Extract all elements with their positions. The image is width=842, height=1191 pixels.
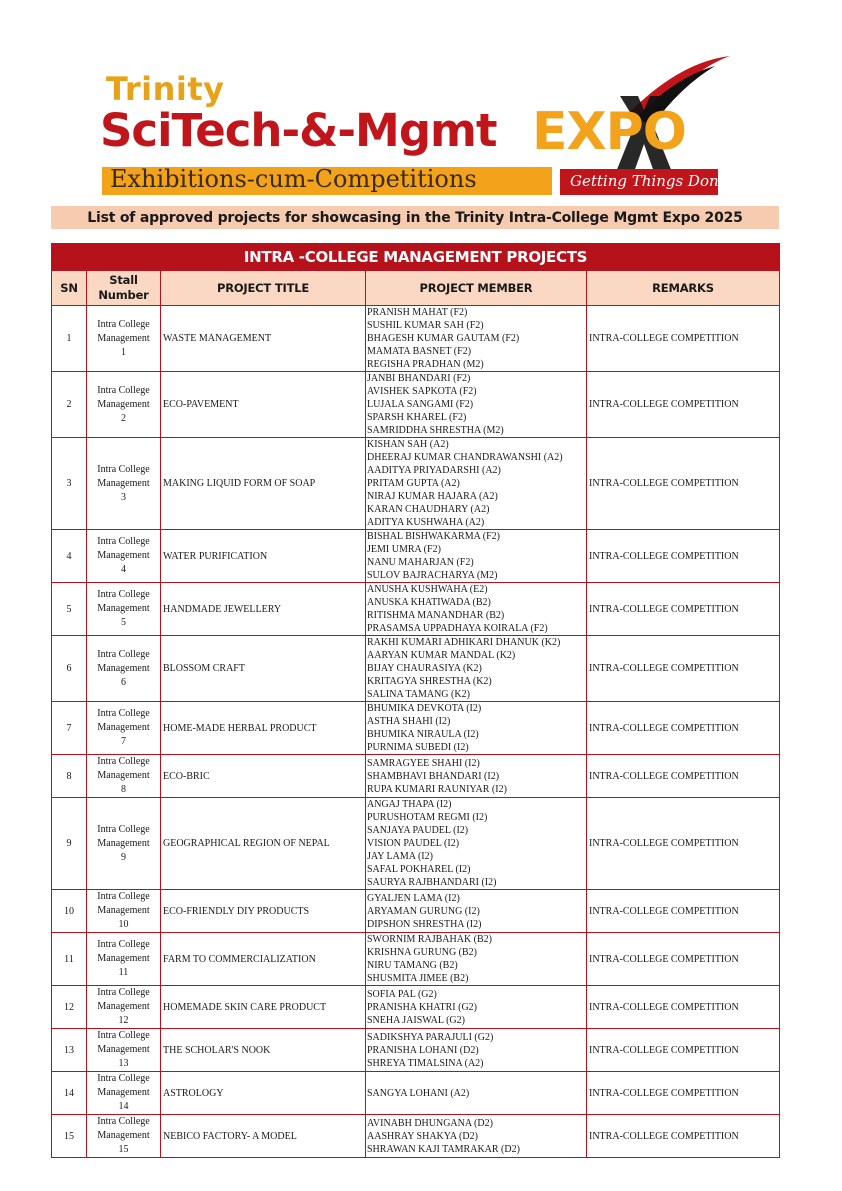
stall-line: Management	[97, 603, 150, 614]
logo-tagline: Getting Things Done	[570, 172, 728, 190]
member-name: ANGAJ THAPA (I2)	[367, 799, 452, 810]
stall-line: Management	[97, 770, 150, 781]
member-name: SHREYA TIMALSINA (A2)	[367, 1057, 484, 1069]
row-remarks: INTRA-COLLEGE COMPETITION	[587, 702, 780, 755]
row-members	[366, 890, 587, 933]
projects-table	[51, 243, 780, 1158]
member-name: DHEERAJ KUMAR CHANDRAWANSHI (A2)	[367, 452, 563, 463]
header-sn: SN	[52, 271, 87, 306]
member-name: PRASAMSA UPPADHAYA KOIRALA (F2)	[367, 623, 548, 634]
row-title: WASTE MANAGEMENT	[161, 306, 366, 372]
member-name: KRISHNA GURUNG (B2)	[367, 947, 478, 958]
row-title: MAKING LIQUID FORM OF SOAP	[161, 438, 366, 530]
member-name: LUJALA SANGAMI (F2)	[367, 399, 474, 410]
member-name: DIPSHON SHRESTHA (I2)	[367, 918, 482, 930]
table-row	[52, 798, 780, 890]
member-name: REGISHA PRADHAN (M2)	[367, 359, 484, 370]
row-stall	[87, 1072, 161, 1115]
row-remarks: INTRA-COLLEGE COMPETITION	[587, 755, 780, 798]
row-stall	[87, 583, 161, 636]
row-stall	[87, 702, 161, 755]
table-row	[52, 1115, 780, 1158]
row-remarks: INTRA-COLLEGE COMPETITION	[587, 530, 780, 583]
table-caption: INTRA -COLLEGE MANAGEMENT PROJECTS	[52, 244, 780, 271]
stall-line: Management	[97, 953, 150, 964]
stall-line: Intra College	[97, 318, 150, 330]
row-stall	[87, 933, 161, 986]
member-name: SHRAWAN KAJI TAMRAKAR (D2)	[367, 1143, 520, 1155]
member-name: KRITAGYA SHRESTHA (K2)	[367, 676, 492, 687]
stall-line: Intra College	[97, 891, 150, 902]
table-row	[52, 438, 780, 530]
member-name: SAFAL POKHAREL (I2)	[367, 864, 471, 875]
stall-line: Intra College	[97, 823, 150, 835]
member-name: VISION PAUDEL (I2)	[367, 838, 460, 849]
expo-logo	[100, 52, 730, 200]
row-members	[366, 583, 587, 636]
row-remarks: INTRA-COLLEGE COMPETITION	[587, 986, 780, 1029]
row-remarks: INTRA-COLLEGE COMPETITION	[587, 372, 780, 438]
table-row	[52, 636, 780, 702]
table-row	[52, 1029, 780, 1072]
row-sn: 8	[52, 755, 87, 798]
row-remarks: INTRA-COLLEGE COMPETITION	[587, 1029, 780, 1072]
stall-line: Intra College	[97, 1030, 150, 1041]
row-stall	[87, 530, 161, 583]
member-name: RUPA KUMARI RAUNIYAR (I2)	[367, 783, 507, 795]
member-name: ARYAMAN GURUNG (I2)	[367, 905, 480, 917]
row-sn: 4	[52, 530, 87, 583]
stall-line: Intra College	[97, 589, 150, 600]
row-remarks: INTRA-COLLEGE COMPETITION	[587, 438, 780, 530]
member-name: AVISHEK SAPKOTA (F2)	[367, 386, 477, 397]
row-stall	[87, 636, 161, 702]
member-name: AADITYA PRIYADARSHI (A2)	[367, 465, 501, 476]
member-name: JAY LAMA (I2)	[367, 851, 433, 862]
stall-line: 1	[121, 346, 126, 358]
row-sn: 3	[52, 438, 87, 530]
stall-line: 6	[121, 676, 126, 688]
row-title: HOME-MADE HERBAL PRODUCT	[161, 702, 366, 755]
member-name: AVINABH DHUNGANA (D2)	[367, 1117, 493, 1129]
stall-line: Intra College	[97, 939, 150, 950]
stall-line: 4	[121, 564, 126, 575]
stall-line: Management	[97, 722, 150, 733]
table-row	[52, 583, 780, 636]
member-name: JEMI UMRA (F2)	[367, 544, 441, 555]
row-sn: 6	[52, 636, 87, 702]
stall-line: Management	[97, 477, 150, 489]
member-name: SNEHA JAISWAL (G2)	[367, 1014, 465, 1026]
member-name: SHAMBHAVI BHANDARI (I2)	[367, 770, 500, 782]
stall-line: Intra College	[97, 536, 150, 547]
row-title: FARM TO COMMERCIALIZATION	[161, 933, 366, 986]
member-name: ADITYA KUSHWAHA (A2)	[367, 517, 485, 528]
stall-line: Intra College	[97, 987, 150, 998]
member-name: BISHAL BISHWAKARMA (F2)	[367, 531, 500, 542]
row-sn: 10	[52, 890, 87, 933]
table-row	[52, 530, 780, 583]
stall-line: 10	[118, 919, 129, 930]
row-sn: 11	[52, 933, 87, 986]
row-sn: 7	[52, 702, 87, 755]
row-stall	[87, 438, 161, 530]
stall-line: Intra College	[97, 708, 150, 719]
logo-main-text: SciTech-&-Mgmt	[100, 104, 497, 157]
logo-trinity-text: Trinity	[106, 70, 225, 108]
table-body	[52, 306, 780, 1158]
member-name: PRANISH MAHAT (F2)	[367, 307, 468, 318]
table-row	[52, 306, 780, 372]
stall-line: Management	[97, 837, 150, 849]
row-remarks: INTRA-COLLEGE COMPETITION	[587, 890, 780, 933]
row-remarks: INTRA-COLLEGE COMPETITION	[587, 583, 780, 636]
row-stall	[87, 890, 161, 933]
row-remarks: INTRA-COLLEGE COMPETITION	[587, 1072, 780, 1115]
row-title: HANDMADE JEWELLERY	[161, 583, 366, 636]
row-title: ASTROLOGY	[161, 1072, 366, 1115]
row-sn: 9	[52, 798, 87, 890]
member-name: NIRAJ KUMAR HAJARA (A2)	[367, 491, 498, 502]
member-name: RAKHI KUMARI ADHIKARI DHANUK (K2)	[367, 637, 561, 648]
member-name: BHUMIKA NIRAULA (I2)	[367, 729, 479, 740]
stall-line: 9	[121, 851, 126, 863]
member-name: ANUSKA KHATIWADA (B2)	[367, 597, 491, 608]
row-stall	[87, 755, 161, 798]
stall-line: 2	[121, 412, 126, 424]
row-members	[366, 636, 587, 702]
member-name: KARAN CHAUDHARY (A2)	[367, 504, 490, 515]
row-members	[366, 306, 587, 372]
row-remarks: INTRA-COLLEGE COMPETITION	[587, 933, 780, 986]
stall-line: Intra College	[97, 1073, 150, 1084]
stall-line: Management	[97, 550, 150, 561]
stall-line: Management	[97, 1130, 150, 1141]
row-stall	[87, 306, 161, 372]
row-title: ECO-FRIENDLY DIY PRODUCTS	[161, 890, 366, 933]
stall-line: Intra College	[97, 756, 150, 767]
stall-line: 15	[118, 1144, 129, 1155]
row-sn: 5	[52, 583, 87, 636]
row-title: GEOGRAPHICAL REGION OF NEPAL	[161, 798, 366, 890]
row-remarks: INTRA-COLLEGE COMPETITION	[587, 1115, 780, 1158]
stall-line: 11	[118, 967, 129, 978]
row-title: THE SCHOLAR'S NOOK	[161, 1029, 366, 1072]
row-remarks: INTRA-COLLEGE COMPETITION	[587, 636, 780, 702]
member-name: PRITAM GUPTA (A2)	[367, 478, 460, 489]
stall-line: Management	[97, 1044, 150, 1055]
header-title: PROJECT TITLE	[161, 271, 366, 306]
member-name: BIJAY CHAURASIYA (K2)	[367, 663, 482, 674]
member-name: SULOV BAJRACHARYA (M2)	[367, 570, 498, 581]
row-sn: 15	[52, 1115, 87, 1158]
member-name: SAMRIDDHA SHRESTHA (M2)	[367, 425, 504, 436]
member-name: SOFIA PAL (G2)	[367, 988, 437, 1000]
stall-line: 3	[121, 491, 126, 503]
member-name: NANU MAHARJAN (F2)	[367, 557, 474, 568]
header-stall: Stall Number	[87, 271, 161, 306]
stall-line: Intra College	[97, 1116, 150, 1127]
stall-line: Intra College	[97, 384, 150, 396]
member-name: SWORNIM RAJBAHAK (B2)	[367, 934, 493, 945]
header-remarks: REMARKS	[587, 271, 780, 306]
member-name: SAMRAGYEE SHAHI (I2)	[367, 757, 480, 769]
member-name: SPARSH KHAREL (F2)	[367, 412, 467, 423]
member-name: PURUSHOTAM REGMI (I2)	[367, 812, 488, 823]
member-name: SADIKSHYA PARAJULI (G2)	[367, 1031, 494, 1043]
row-sn: 1	[52, 306, 87, 372]
row-title: BLOSSOM CRAFT	[161, 636, 366, 702]
member-name: RITISHMA MANANDHAR (B2)	[367, 610, 505, 621]
member-name: PURNIMA SUBEDI (I2)	[367, 742, 469, 753]
row-title: HOMEMADE SKIN CARE PRODUCT	[161, 986, 366, 1029]
table-row	[52, 755, 780, 798]
row-remarks: INTRA-COLLEGE COMPETITION	[587, 798, 780, 890]
stall-line: 13	[118, 1058, 129, 1069]
member-name: SAURYA RAJBHANDARI (I2)	[367, 877, 497, 888]
member-name: AASHRAY SHAKYA (D2)	[367, 1130, 478, 1142]
logo-subtitle: Exhibitions-cum-Competitions	[110, 165, 477, 193]
row-stall	[87, 986, 161, 1029]
member-name: MAMATA BASNET (F2)	[367, 346, 472, 357]
row-members	[366, 438, 587, 530]
table-row	[52, 372, 780, 438]
row-title: WATER PURIFICATION	[161, 530, 366, 583]
row-sn: 12	[52, 986, 87, 1029]
table-row	[52, 890, 780, 933]
row-members	[366, 986, 587, 1029]
member-name: NIRU TAMANG (B2)	[367, 960, 458, 971]
member-name: SANGYA LOHANI (A2)	[367, 1087, 470, 1099]
member-name: JANBI BHANDARI (F2)	[367, 373, 471, 384]
row-members	[366, 1029, 587, 1072]
stall-line: 12	[118, 1015, 129, 1026]
row-stall	[87, 1029, 161, 1072]
table-row	[52, 1072, 780, 1115]
member-name: BHUMIKA DEVKOTA (I2)	[367, 703, 482, 714]
row-sn: 13	[52, 1029, 87, 1072]
row-remarks: INTRA-COLLEGE COMPETITION	[587, 306, 780, 372]
stall-line: 5	[121, 617, 126, 628]
member-name: GYALJEN LAMA (I2)	[367, 892, 460, 904]
stall-line: Management	[97, 398, 150, 410]
stall-line: 7	[121, 736, 126, 747]
row-members	[366, 1115, 587, 1158]
row-sn: 2	[52, 372, 87, 438]
member-name: KISHAN SAH (A2)	[367, 439, 449, 450]
stall-line: Management	[97, 1001, 150, 1012]
table-row	[52, 933, 780, 986]
row-title: NEBICO FACTORY- A MODEL	[161, 1115, 366, 1158]
row-stall	[87, 1115, 161, 1158]
stall-line: Management	[97, 1087, 150, 1098]
logo-expo-text: EXPO	[532, 102, 686, 162]
row-members	[366, 372, 587, 438]
member-name: BHAGESH KUMAR GAUTAM (F2)	[367, 333, 520, 344]
row-title: ECO-BRIC	[161, 755, 366, 798]
table-row	[52, 986, 780, 1029]
stall-line: Management	[97, 662, 150, 674]
page-title-banner	[51, 206, 779, 229]
row-members	[366, 702, 587, 755]
table-row	[52, 702, 780, 755]
member-name: ANUSHA KUSHWAHA (E2)	[367, 584, 488, 595]
member-name: SHUSMITA JIMEE (B2)	[367, 973, 469, 984]
stall-line: 8	[121, 784, 126, 795]
row-members	[366, 755, 587, 798]
member-name: SANJAYA PAUDEL (I2)	[367, 825, 469, 836]
row-stall	[87, 372, 161, 438]
stall-line: 14	[118, 1101, 129, 1112]
row-sn: 14	[52, 1072, 87, 1115]
row-title: ECO-PAVEMENT	[161, 372, 366, 438]
stall-line: Management	[97, 905, 150, 916]
member-name: PRANISHA KHATRI (G2)	[367, 1001, 478, 1013]
row-stall	[87, 798, 161, 890]
header-member: PROJECT MEMBER	[366, 271, 587, 306]
member-name: ASTHA SHAHI (I2)	[367, 716, 451, 727]
member-name: PRANISHA LOHANI (D2)	[367, 1044, 479, 1056]
row-members	[366, 933, 587, 986]
member-name: SUSHIL KUMAR SAH (F2)	[367, 320, 484, 331]
page-title: List of approved projects for showcasing in the Trinity Intra-College Mgmt Expo 2025	[87, 209, 743, 226]
member-name: SALINA TAMANG (K2)	[367, 689, 470, 700]
stall-line: Intra College	[97, 463, 150, 475]
stall-line: Management	[97, 332, 150, 344]
stall-line: Intra College	[97, 648, 150, 660]
member-name: AARYAN KUMAR MANDAL (K2)	[367, 650, 516, 661]
row-members	[366, 798, 587, 890]
row-members	[366, 530, 587, 583]
row-members	[366, 1072, 587, 1115]
